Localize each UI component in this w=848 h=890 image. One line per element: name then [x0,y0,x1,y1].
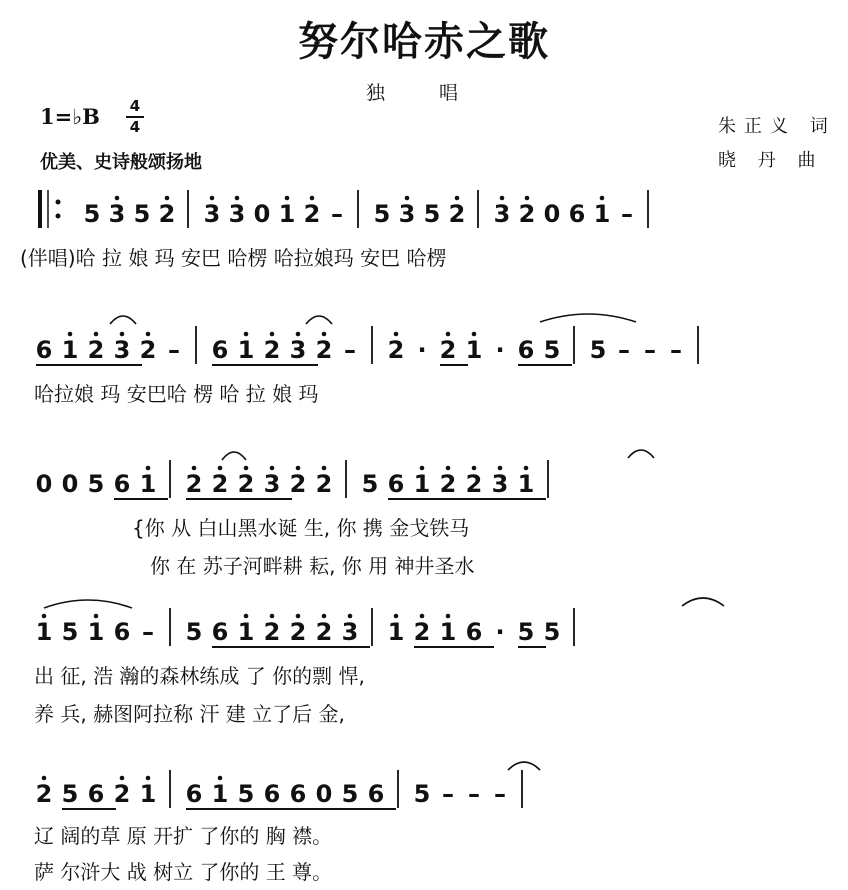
high-octave-dot [394,332,399,337]
slur-arc [44,600,132,608]
note-digit: 3 [108,200,126,228]
note-digit: 6 [387,470,405,498]
high-octave-dot [600,196,605,201]
note-digit: 3 [493,200,511,228]
note-digit: 6 [211,336,229,364]
note-digit: 6 [465,618,483,646]
note-digit: 6 [87,780,105,808]
high-octave-dot [524,466,529,471]
note-digit: 2 [315,618,333,646]
lyricist-credit: 朱正义 词 [718,116,836,137]
note-digit: 3 [228,200,246,228]
high-octave-dot [270,614,275,619]
high-octave-dot [218,466,223,471]
note-digit: 5 [361,470,379,498]
note-digit: 6 [113,618,131,646]
high-octave-dot [525,196,530,201]
high-octave-dot [446,332,451,337]
high-octave-dot [210,196,215,201]
sustain-dash: – [142,618,154,646]
note-digit: 5 [589,336,607,364]
high-octave-dot [498,466,503,471]
note-digit: 3 [263,470,281,498]
slur-arc [540,314,636,322]
note-digit: 5 [83,200,101,228]
note-digit: 2 [315,336,333,364]
high-octave-dot [244,466,249,471]
high-octave-dot [42,614,47,619]
high-octave-dot [322,466,327,471]
note-digit: 1 [413,470,431,498]
note-digit: 2 [289,470,307,498]
note-digit: 6 [568,200,586,228]
high-octave-dot [192,466,197,471]
high-octave-dot [146,466,151,471]
note-digit: 1 [517,470,535,498]
high-octave-dot [146,332,151,337]
time-signature-bottom: 4 [129,118,141,136]
note-digit: 0 [253,200,271,228]
high-octave-dot [120,332,125,337]
note-digit: 3 [203,200,221,228]
lyrics-line-3b: 你 在 苏子河畔耕 耘, 你 用 神井圣水 [150,554,475,578]
dot-extension: · [495,336,505,364]
note-digit: 1 [211,780,229,808]
note-digit: 3 [341,618,359,646]
composer-credit: 晓 丹 曲 [718,150,824,171]
note-digit: 2 [185,470,203,498]
note-digit: 6 [185,780,203,808]
note-digit: 2 [439,336,457,364]
note-digit: 2 [237,470,255,498]
sustain-dash: – [344,336,356,364]
note-digit: 5 [517,618,535,646]
slur-arc [222,452,246,460]
tempo-marking: 优美、史诗般颂扬地 [40,152,202,173]
note-digit: 2 [465,470,483,498]
dot-extension: · [495,618,505,646]
note-digit: 2 [263,618,281,646]
slur-arc [628,450,654,458]
repeat-dot [56,200,61,205]
note-digit: 1 [278,200,296,228]
note-digit: 0 [543,200,561,228]
lyrics-line-5a: 辽 阔的草 原 开扩 了你的 胸 襟。 [34,824,333,848]
high-octave-dot [115,196,120,201]
time-signature-top: 4 [129,97,141,115]
note-digit: 5 [61,618,79,646]
high-octave-dot [296,614,301,619]
note-digit: 5 [341,780,359,808]
note-digit: 3 [113,336,131,364]
note-digit: 0 [315,780,333,808]
note-digit: 2 [413,618,431,646]
high-octave-dot [270,332,275,337]
slur-arc [508,762,540,770]
note-digit: 5 [373,200,391,228]
note-digit: 2 [211,470,229,498]
note-digit: 5 [61,780,79,808]
note-digit: 2 [263,336,281,364]
note-digit: 6 [367,780,385,808]
note-digit: 2 [158,200,176,228]
sustain-dash: – [331,200,343,228]
high-octave-dot [472,332,477,337]
note-digit: 5 [185,618,203,646]
note-digit: 5 [237,780,255,808]
note-digit: 2 [139,336,157,364]
sustain-dash: – [494,780,506,808]
note-digit: 6 [211,618,229,646]
high-octave-dot [94,614,99,619]
note-digit: 2 [113,780,131,808]
sustain-dash: – [618,336,630,364]
sustain-dash: – [621,200,633,228]
high-octave-dot [394,614,399,619]
note-digit: 6 [35,336,53,364]
note-digit: 3 [398,200,416,228]
high-octave-dot [420,466,425,471]
note-digit: 2 [289,618,307,646]
high-octave-dot [446,466,451,471]
note-digit: 0 [61,470,79,498]
lyrics-line-3a: {你 从 白山黑水诞 生, 你 携 金戈铁马 [132,516,470,540]
high-octave-dot [405,196,410,201]
note-digit: 2 [518,200,536,228]
note-digit: 1 [237,336,255,364]
slur-arc [110,316,136,324]
note-digit: 6 [113,470,131,498]
high-octave-dot [296,332,301,337]
note-digit: 1 [593,200,611,228]
slur-arc [306,316,332,324]
note-digit: 2 [87,336,105,364]
note-digit: 2 [315,470,333,498]
note-digit: 2 [35,780,53,808]
note-digit: 2 [448,200,466,228]
note-digit: 1 [237,618,255,646]
note-digit: 3 [491,470,509,498]
note-digit: 0 [35,470,53,498]
note-digit: 5 [413,780,431,808]
note-digit: 1 [139,780,157,808]
note-digit: 6 [517,336,535,364]
high-octave-dot [420,614,425,619]
high-octave-dot [322,614,327,619]
high-octave-dot [455,196,460,201]
high-octave-dot [235,196,240,201]
note-digit: 1 [87,618,105,646]
sustain-dash: – [442,780,454,808]
key-signature: 1=♭B [40,104,100,129]
note-digit: 1 [35,618,53,646]
repeat-dot [56,214,61,219]
high-octave-dot [244,614,249,619]
lyrics-line-1: (伴唱)哈 拉 娘 玛 安巴 哈楞 哈拉娘玛 安巴 哈楞 [20,246,447,270]
high-octave-dot [285,196,290,201]
lyrics-line-2: 哈拉娘 玛 安巴哈 楞 哈 拉 娘 玛 [34,382,319,406]
slur-arc [682,598,724,606]
sustain-dash: – [468,780,480,808]
note-digit: 5 [133,200,151,228]
high-octave-dot [270,466,275,471]
note-digit: 5 [87,470,105,498]
note-digit: 6 [289,780,307,808]
sustain-dash: – [670,336,682,364]
note-digit: 6 [263,780,281,808]
high-octave-dot [472,466,477,471]
lyrics-line-5b: 萨 尔浒大 战 树立 了你的 王 尊。 [34,860,333,884]
high-octave-dot [500,196,505,201]
note-digit: 5 [423,200,441,228]
sustain-dash: – [644,336,656,364]
note-digit: 5 [543,336,561,364]
note-digit: 1 [465,336,483,364]
high-octave-dot [218,776,223,781]
high-octave-dot [165,196,170,201]
high-octave-dot [310,196,315,201]
note-digit: 1 [139,470,157,498]
high-octave-dot [94,332,99,337]
high-octave-dot [322,332,327,337]
note-digit: 3 [289,336,307,364]
song-title: 努尔哈赤之歌 [298,19,550,65]
note-digit: 1 [439,618,457,646]
note-digit: 2 [303,200,321,228]
note-digit: 1 [61,336,79,364]
sustain-dash: – [168,336,180,364]
high-octave-dot [68,332,73,337]
high-octave-dot [120,776,125,781]
high-octave-dot [146,776,151,781]
note-digit: 5 [543,618,561,646]
high-octave-dot [348,614,353,619]
high-octave-dot [42,776,47,781]
note-digit: 1 [387,618,405,646]
high-octave-dot [446,614,451,619]
lyrics-line-4b: 养 兵, 赫图阿拉称 汗 建 立了后 金, [34,702,345,726]
performance-type: 独 唱 [365,82,483,104]
note-digit: 2 [439,470,457,498]
high-octave-dot [296,466,301,471]
note-digit: 2 [387,336,405,364]
lyrics-line-4a: 出 征, 浩 瀚的森林练成 了 你的剽 悍, [34,664,365,688]
dot-extension: · [417,336,427,364]
high-octave-dot [244,332,249,337]
